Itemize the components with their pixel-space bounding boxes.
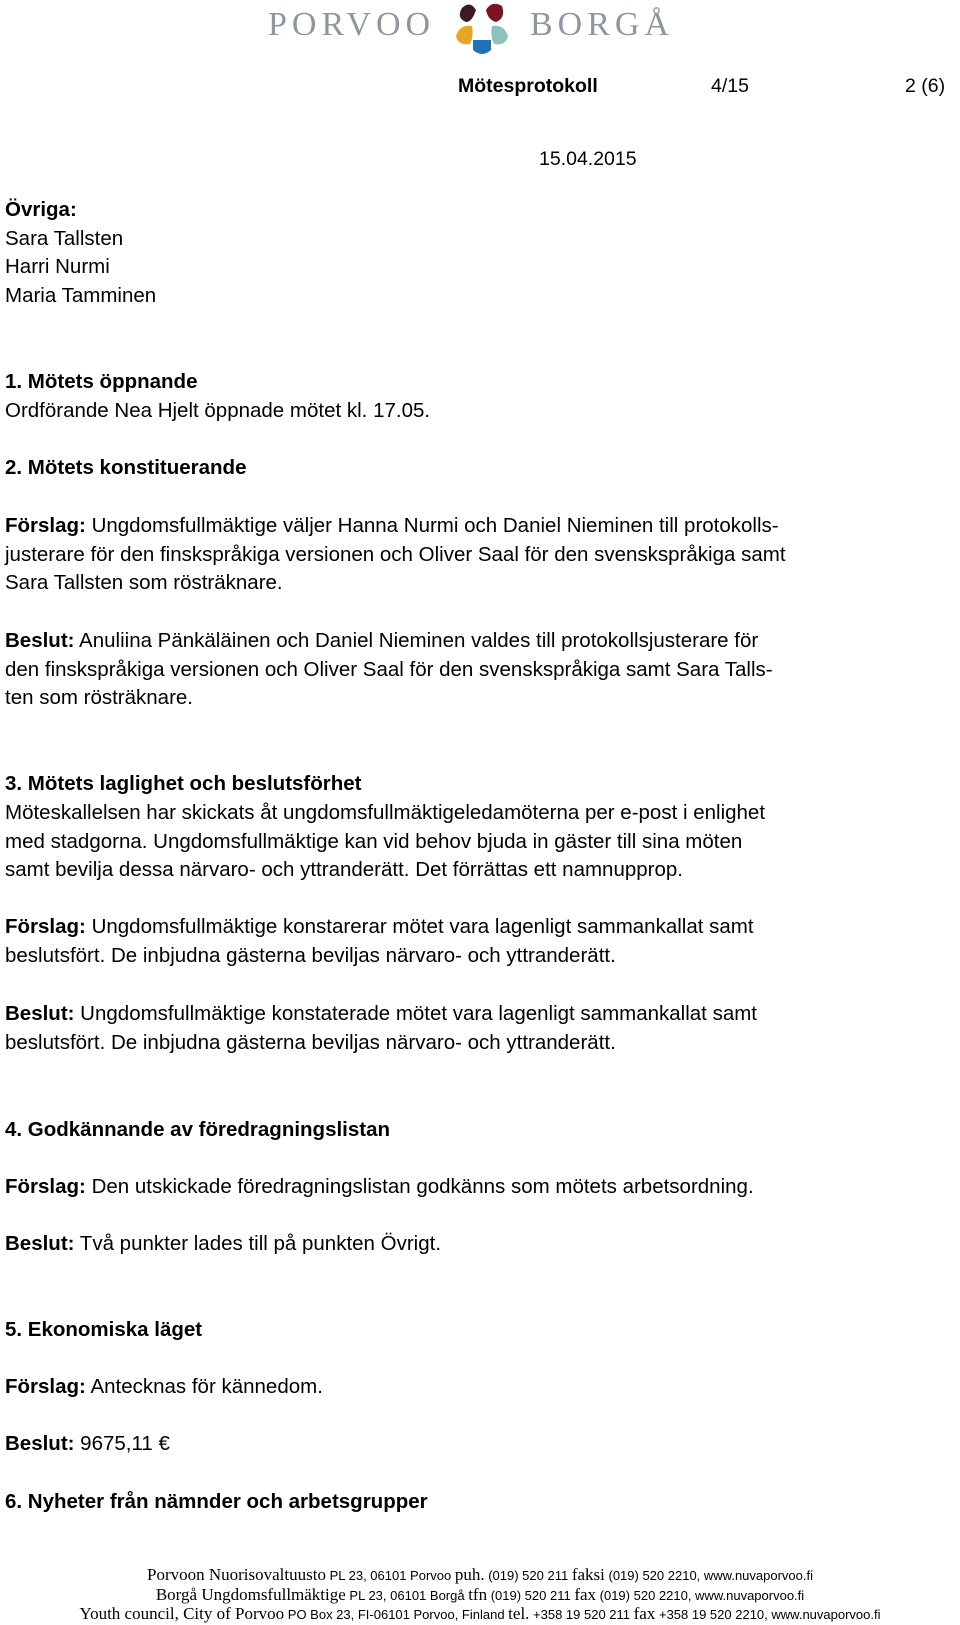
footer-org: Porvoon Nuorisovaltuusto xyxy=(146,1565,326,1584)
footer-org: Youth council, City of Porvoo xyxy=(79,1604,285,1623)
section-3-decision xyxy=(5,1000,960,1057)
section-2-decision xyxy=(5,627,960,713)
proposal-label: Förslag: xyxy=(5,914,86,938)
section-text: Möteskallelsen har skickats åt ungdomsfullmäktigeledamöterna per e-post i enlighet med stadgorna. Ungdomsfullmäktige kan vid behov bjuda in gäster till sina möten samt bevilja dessa närvaro- och yttranderätt. Det förrättas ett namnupprop. xyxy=(5,800,766,882)
footer-address: PL 23, 06101 Borgå xyxy=(345,1587,469,1603)
footer-org: Borgå Ungdomsfullmäktige xyxy=(155,1584,346,1604)
others-name: Maria Tamminen xyxy=(5,284,157,308)
footer-fax-label: fax xyxy=(574,1584,597,1604)
decision-label: Beslut: xyxy=(5,1002,75,1026)
proposal-label: Förslag: xyxy=(5,1175,86,1199)
footer xyxy=(0,1566,960,1625)
logo-text-porvoo: PORVOO xyxy=(268,6,436,43)
footer-fax: +358 19 520 2210, www.nuvaporvoo.fi xyxy=(655,1607,881,1622)
proposal-text: Antecknas för kännedom. xyxy=(85,1374,323,1398)
decision-text: 9675,11 € xyxy=(74,1432,170,1456)
footer-address: PL 23, 06101 Porvoo xyxy=(325,1568,455,1583)
footer-fax: (019) 520 2210, www.nuvaporvoo.fi xyxy=(596,1587,805,1603)
section-3-proposal xyxy=(5,913,960,970)
others-heading: Övriga: xyxy=(5,198,77,221)
section-heading: 3. Mötets laglighet och beslutsförhet xyxy=(5,772,362,796)
decision-text: Ungdomsfullmäktige konstaterade mötet vara lagenligt sammankallat samt beslutsfört. De inbjudna gästerna beviljas närvaro- och yttranderätt. xyxy=(5,1002,758,1055)
section-5-proposal xyxy=(5,1373,960,1402)
section-2-proposal xyxy=(5,512,960,598)
section-text: Ordförande Nea Hjelt öppnade mötet kl. 17.05. xyxy=(5,398,431,422)
decision-text: Två punkter lades till på punkten Övrigt. xyxy=(74,1232,442,1256)
logo-flower-icon xyxy=(452,0,512,56)
footer-address: PO Box 23, FI-06101 Porvoo, Finland xyxy=(284,1607,509,1622)
section-heading: 1. Mötets öppnande xyxy=(5,369,198,393)
section-1 xyxy=(5,368,960,425)
document-body xyxy=(5,196,960,1517)
page-number: 2 (6) xyxy=(905,75,946,97)
footer-line xyxy=(0,1566,960,1586)
document-number: 4/15 xyxy=(711,75,749,97)
others-name: Sara Tallsten xyxy=(5,226,124,250)
footer-tel: (019) 520 211 xyxy=(487,1587,575,1603)
footer-fax-label: fax xyxy=(633,1604,656,1623)
footer-line xyxy=(0,1605,960,1625)
others-name: Harri Nurmi xyxy=(5,255,110,279)
meeting-date: 15.04.2015 xyxy=(539,148,637,170)
decision-label: Beslut: xyxy=(5,629,75,653)
section-5-heading: 5. Ekonomiska läget xyxy=(5,1317,203,1341)
others-section xyxy=(5,196,960,311)
footer-tel: (019) 520 211 xyxy=(484,1568,572,1583)
section-3 xyxy=(5,770,960,885)
section-2-heading: 2. Mötets konstituerande xyxy=(5,456,247,480)
proposal-label: Förslag: xyxy=(5,1374,86,1398)
footer-tel-label: puh. xyxy=(454,1565,485,1584)
footer-tel-label: tel. xyxy=(508,1604,530,1623)
section-6-heading: 6. Nyheter från nämnder och arbetsgrupper xyxy=(5,1489,428,1513)
footer-tel-label: tfn xyxy=(468,1584,488,1604)
proposal-text: Ungdomsfullmäktige konstarerar mötet vara lagenligt sammankallat samt beslutsfört. De inbjudna gästerna beviljas närvaro- och yttranderätt. xyxy=(5,914,754,967)
proposal-text: Ungdomsfullmäktige väljer Hanna Nurmi och Daniel Nieminen till protokolls- justerare för den finskspråkiga versionen och Oliver Saal för den svenskspråkiga samt Sara Tallsten som rösträknare. xyxy=(5,513,786,595)
footer-fax-label: faksi xyxy=(571,1565,605,1584)
decision-text: Anuliina Pänkäläinen och Daniel Nieminen valdes till protokollsjusterare för den finskspråkiga versionen och Oliver Saal för den svenskspråkiga samt Sara Talls- ten som rösträknare. xyxy=(5,629,773,710)
section-4-proposal xyxy=(5,1173,960,1202)
section-5-decision xyxy=(5,1430,960,1459)
document-type: Mötesprotokoll xyxy=(458,75,598,97)
decision-label: Beslut: xyxy=(5,1432,75,1456)
proposal-text: Den utskickade föredragningslistan godkänns som mötets arbetsordning. xyxy=(85,1175,754,1199)
proposal-label: Förslag: xyxy=(5,513,86,537)
footer-fax: (019) 520 2210, www.nuvaporvoo.fi xyxy=(604,1568,814,1583)
section-4-heading: 4. Godkännande av föredragningslistan xyxy=(5,1117,391,1141)
decision-label: Beslut: xyxy=(5,1232,75,1256)
section-4-decision xyxy=(5,1230,960,1259)
logo-text-borga: BORGÅ xyxy=(530,6,675,43)
footer-tel: +358 19 520 211 xyxy=(529,1607,634,1622)
footer-line xyxy=(0,1586,960,1606)
